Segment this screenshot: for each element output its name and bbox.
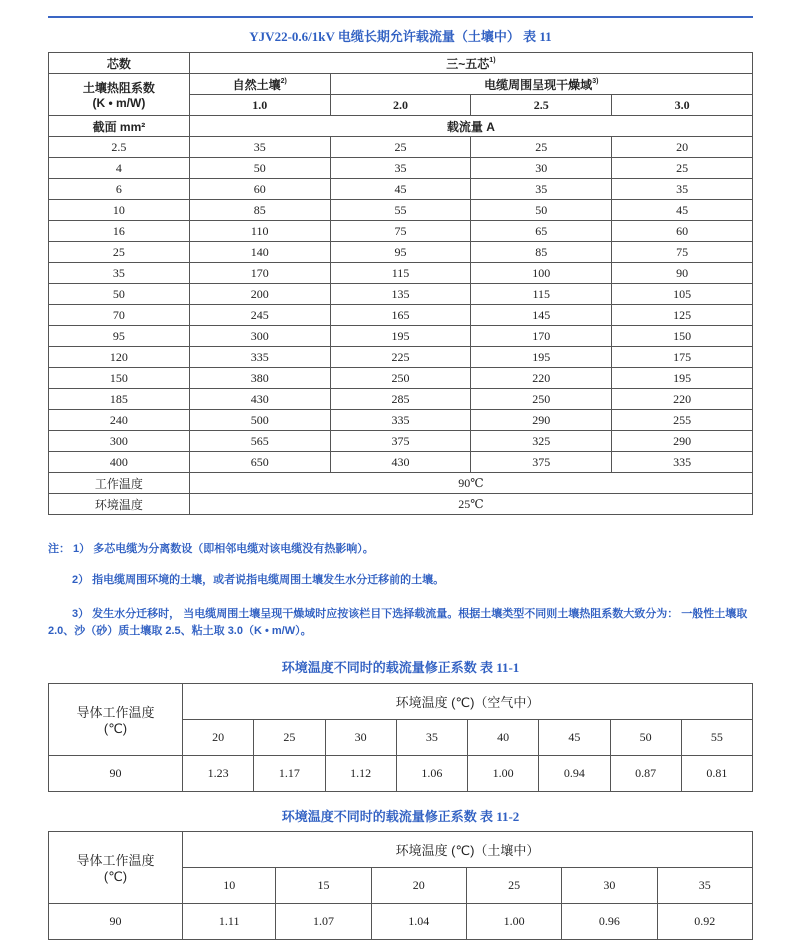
ambient-soil-header: 环境温度 (℃)（土壤中）: [183, 832, 753, 868]
ambient-temp-label: 环境温度: [49, 494, 190, 515]
cores-value: 三~五芯: [446, 56, 490, 71]
ampacity-cell: 20: [612, 137, 753, 158]
ampacity-row: [49, 242, 753, 263]
air-factor-cell: 0.87: [610, 756, 681, 792]
ampacity-cell: 35: [330, 158, 471, 179]
soil-factor-cell: 1.04: [371, 904, 466, 940]
conductor-temp-label-line1: 导体工作温度: [76, 705, 155, 720]
ampacity-cell: 50: [189, 158, 330, 179]
air-header-row: [49, 684, 753, 720]
air-row-label: 90: [49, 756, 183, 792]
ampacity-row: [49, 410, 753, 431]
ampacity-cell: 335: [189, 347, 330, 368]
section-cell: 120: [49, 347, 190, 368]
conductor-temp-label-line1: 导体工作温度: [76, 853, 155, 868]
ampacity-cell: 195: [612, 368, 753, 389]
section-cell: 2.5: [49, 137, 190, 158]
ampacity-cell: 125: [612, 305, 753, 326]
ampacity-row: [49, 137, 753, 158]
thermal-label-line1: 土壤热阻系数: [82, 81, 155, 95]
ampacity-cell: 250: [330, 368, 471, 389]
ampacity-row: [49, 389, 753, 410]
ampacity-cell: 375: [471, 452, 612, 473]
ampacity-row: [49, 452, 753, 473]
conductor-temp-label-cell: [49, 832, 183, 904]
soil-header-row: [49, 832, 753, 868]
ampacity-cell: 140: [189, 242, 330, 263]
air-temp-cell: 25: [254, 720, 325, 756]
air-factors-row: [49, 756, 753, 792]
air-factor-cell: 0.81: [681, 756, 752, 792]
ampacity-cell: 100: [471, 263, 612, 284]
thermal-label-cell: [49, 74, 190, 116]
ampacity-cell: 25: [471, 137, 612, 158]
ampacity-row: [49, 368, 753, 389]
ampacity-cell: 300: [189, 326, 330, 347]
soil-factor-cell: 1.00: [466, 904, 561, 940]
ampacity-cell: 220: [471, 368, 612, 389]
work-temp-row: [49, 473, 753, 494]
natural-soil-note: 2): [280, 77, 287, 85]
soil-temp-cell: 15: [276, 868, 371, 904]
ampacity-cell: 25: [330, 137, 471, 158]
natural-soil-label: 自然土壤: [232, 77, 281, 92]
ampacity-row: [49, 200, 753, 221]
ampacity-row: [49, 431, 753, 452]
ampacity-row: [49, 347, 753, 368]
header-rule: [48, 16, 753, 18]
soil-factors-row: [49, 904, 753, 940]
table-11-2-title: 环境温度不同时的载流量修正系数 表 11-2: [281, 809, 520, 824]
ampacity-cell: 375: [330, 431, 471, 452]
ampacity-cell: 55: [330, 200, 471, 221]
ampacity-cell: 150: [612, 326, 753, 347]
thermal-value: 2.0: [330, 95, 471, 116]
section-cell: 95: [49, 326, 190, 347]
ampacity-cell: 335: [612, 452, 753, 473]
ampacity-cell: 325: [471, 431, 612, 452]
ampacity-cell: 75: [330, 221, 471, 242]
ampacity-cell: 50: [471, 200, 612, 221]
ampacity-cell: 285: [330, 389, 471, 410]
ampacity-cell: 25: [612, 158, 753, 179]
thermal-header-row: [49, 74, 753, 95]
ampacity-row: [49, 158, 753, 179]
thermal-value: 2.5: [471, 95, 612, 116]
air-factor-cell: 1.00: [468, 756, 539, 792]
ampacity-cell: 45: [330, 179, 471, 200]
ampacity-cell: 195: [471, 347, 612, 368]
ampacity-row: [49, 305, 753, 326]
ampacity-cell: 65: [471, 221, 612, 242]
dry-zone-cell: [330, 74, 752, 95]
ampacity-cell: 85: [471, 242, 612, 263]
natural-soil-cell: [189, 74, 330, 95]
note-2: 2） 指电缆周围环境的土壤，或者说指电缆周围土壤发生水分迁移前的土壤。: [72, 574, 445, 586]
soil-factor-cell: 0.96: [562, 904, 657, 940]
note-3: 3） 发生水分迁移时， 当电缆周围土壤呈现干燥域时应按该栏目下选择载流量。根据土壤类型不同则土壤热阻系数大致分为： 一般性土壤取 2.0、沙（砂）质土壤取 2.5、粘土取 3.0（K • m/W）。: [48, 608, 748, 637]
thermal-label-line2: (K • m/W): [92, 96, 146, 110]
ampacity-cell: 245: [189, 305, 330, 326]
ampacity-cell: 170: [471, 326, 612, 347]
ampacity-cell: 60: [189, 179, 330, 200]
ampacity-row: [49, 284, 753, 305]
section-label: 截面 mm²: [49, 116, 190, 137]
ampacity-cell: 290: [612, 431, 753, 452]
ampacity-cell: 650: [189, 452, 330, 473]
soil-factor-cell: 1.11: [183, 904, 276, 940]
section-cell: 150: [49, 368, 190, 389]
ampacity-cell: 225: [330, 347, 471, 368]
section-cell: 400: [49, 452, 190, 473]
air-temp-cell: 50: [610, 720, 681, 756]
ampacity-cell: 255: [612, 410, 753, 431]
cores-note: 1): [489, 56, 496, 64]
soil-temp-cell: 10: [183, 868, 276, 904]
ampacity-cell: 115: [471, 284, 612, 305]
thermal-value: 3.0: [612, 95, 753, 116]
thermal-value: 1.0: [189, 95, 330, 116]
ampacity-cell: 35: [189, 137, 330, 158]
ampacity-cell: 90: [612, 263, 753, 284]
soil-temp-cell: 35: [657, 868, 753, 904]
ampacity-cell: 35: [471, 179, 612, 200]
ampacity-cell: 195: [330, 326, 471, 347]
ampacity-cell: 85: [189, 200, 330, 221]
soil-factor-cell: 1.07: [276, 904, 371, 940]
cores-row: [49, 53, 753, 74]
section-cell: 6: [49, 179, 190, 200]
section-header-row: [49, 116, 753, 137]
ampacity-cell: 145: [471, 305, 612, 326]
air-temp-cell: 55: [681, 720, 752, 756]
soil-temp-cell: 30: [562, 868, 657, 904]
air-factor-cell: 1.23: [183, 756, 254, 792]
section-cell: 185: [49, 389, 190, 410]
air-temp-cell: 40: [468, 720, 539, 756]
ampacity-row: [49, 326, 753, 347]
ampacity-cell: 500: [189, 410, 330, 431]
air-factor-cell: 1.12: [325, 756, 396, 792]
dry-zone-note: 3): [592, 77, 599, 85]
ampacity-cell: 565: [189, 431, 330, 452]
soil-temp-cell: 20: [371, 868, 466, 904]
ambient-temp-row: [49, 494, 753, 515]
conductor-temp-label-line2: (℃): [103, 869, 128, 884]
ampacity-row: [49, 221, 753, 242]
air-factor-cell: 0.94: [539, 756, 610, 792]
note-1: 注： 1） 多芯电缆为分离数设（即相邻电缆对该电缆没有热影响）。: [48, 543, 374, 555]
soil-temp-cell: 25: [466, 868, 561, 904]
ampacity-cell: 105: [612, 284, 753, 305]
ampacity-table: [48, 52, 753, 515]
air-temp-cell: 20: [183, 720, 254, 756]
air-temp-cell: 45: [539, 720, 610, 756]
correction-table-soil: [48, 831, 753, 940]
ampacity-cell: 115: [330, 263, 471, 284]
section-cell: 16: [49, 221, 190, 242]
air-factor-cell: 1.06: [396, 756, 467, 792]
work-temp-label: 工作温度: [49, 473, 190, 494]
cores-label: 芯数: [49, 53, 190, 74]
ampacity-cell: 110: [189, 221, 330, 242]
ampacity-cell: 35: [612, 179, 753, 200]
ampacity-label: 载流量 A: [189, 116, 752, 137]
ampacity-cell: 165: [330, 305, 471, 326]
table-11-1-title: 环境温度不同时的载流量修正系数 表 11-1: [281, 660, 520, 675]
section-cell: 35: [49, 263, 190, 284]
soil-row-label: 90: [49, 904, 183, 940]
ampacity-cell: 135: [330, 284, 471, 305]
ampacity-cell: 75: [612, 242, 753, 263]
conductor-temp-label-cell: [49, 684, 183, 756]
air-temp-cell: 35: [396, 720, 467, 756]
dry-zone-label: 电缆周围呈现干燥域: [484, 77, 593, 92]
conductor-temp-label-line2: (℃): [103, 721, 128, 736]
ampacity-cell: 170: [189, 263, 330, 284]
soil-factor-cell: 0.92: [657, 904, 753, 940]
ampacity-cell: 430: [189, 389, 330, 410]
ambient-temp-value: 25℃: [189, 494, 752, 515]
ampacity-cell: 95: [330, 242, 471, 263]
ampacity-cell: 335: [330, 410, 471, 431]
ampacity-cell: 380: [189, 368, 330, 389]
cores-value-cell: [189, 53, 752, 74]
table-11-title: YJV22-0.6/1kV 电缆长期允许载流量（土壤中） 表 11: [249, 29, 552, 44]
ampacity-row: [49, 263, 753, 284]
ampacity-cell: 250: [471, 389, 612, 410]
section-cell: 10: [49, 200, 190, 221]
ampacity-cell: 60: [612, 221, 753, 242]
ampacity-row: [49, 179, 753, 200]
ambient-air-header: 环境温度 (℃)（空气中）: [183, 684, 753, 720]
air-factor-cell: 1.17: [254, 756, 325, 792]
ampacity-cell: 200: [189, 284, 330, 305]
correction-table-air: [48, 683, 753, 792]
work-temp-value: 90℃: [189, 473, 752, 494]
section-cell: 50: [49, 284, 190, 305]
ampacity-cell: 220: [612, 389, 753, 410]
section-cell: 240: [49, 410, 190, 431]
section-cell: 70: [49, 305, 190, 326]
ampacity-cell: 45: [612, 200, 753, 221]
section-cell: 300: [49, 431, 190, 452]
ampacity-cell: 175: [612, 347, 753, 368]
ampacity-cell: 430: [330, 452, 471, 473]
ampacity-cell: 290: [471, 410, 612, 431]
section-cell: 25: [49, 242, 190, 263]
ampacity-cell: 30: [471, 158, 612, 179]
air-temp-cell: 30: [325, 720, 396, 756]
section-cell: 4: [49, 158, 190, 179]
